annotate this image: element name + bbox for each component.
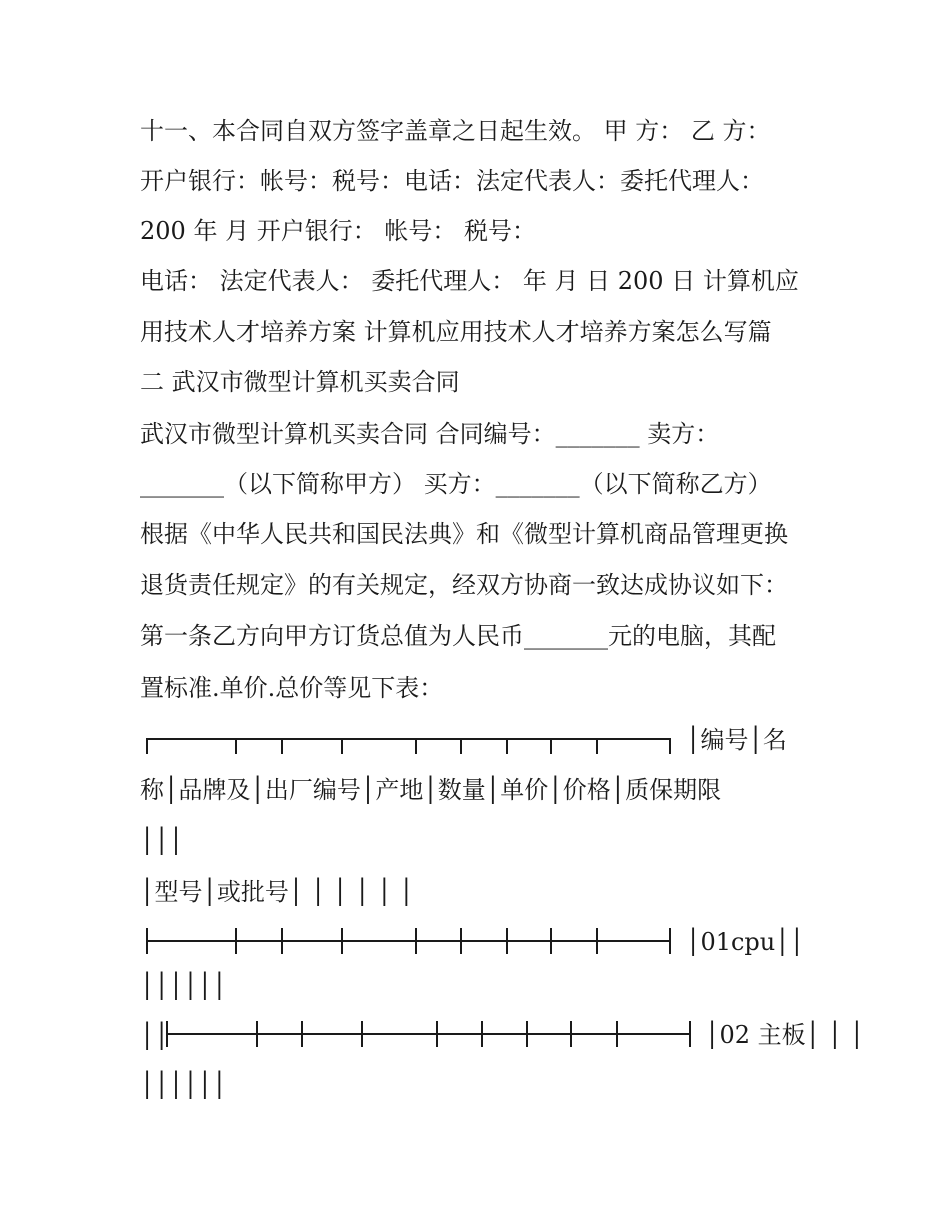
row-01-cpu-label: │01cpu││ — [686, 928, 805, 956]
contract-line-1: 十一、本合同自双方签字盖章之日起生效。 甲 方： 乙 方： — [140, 117, 771, 145]
contract-line-9: 根据《中华人民共和国民法典》和《微型计算机商品管理更换 — [140, 520, 788, 548]
contract-line-2: 开户银行：帐号：税号：电话：法定代表人：委托代理人： — [140, 167, 764, 195]
contract-line-7: 武汉市微型计算机买卖合同 合同编号：_______ 卖方： — [140, 420, 720, 448]
row-02-lead-bars: ││ — [140, 1022, 169, 1050]
contract-line-12: 置标准.单价.总价等见下表： — [140, 674, 444, 702]
table-columns-line: 称│品牌及│出厂编号│产地│数量│单价│价格│质保期限 — [140, 776, 722, 804]
table-header-tail: │编号│名 — [686, 726, 787, 754]
contract-line-11: 第一条乙方向甲方订货总值为人民币_______元的电脑，其配 — [140, 622, 776, 650]
section-title: 二 武汉市微型计算机买卖合同 — [140, 368, 460, 396]
table-bars-1: │││ — [140, 827, 184, 855]
row-01-bars: ││││││ — [140, 972, 227, 1000]
contract-line-3: 200 年 月 开户银行： 帐号： 税号： — [140, 217, 536, 245]
contract-line-5: 用技术人才培养方案 计算机应用技术人才培养方案怎么写篇 — [140, 318, 772, 346]
row-02-bars: ││││││ — [140, 1071, 227, 1099]
row-02-mainboard-label: │02 主板│ │ │ — [705, 1021, 865, 1049]
contract-line-4: 电话： 法定代表人： 委托代理人： 年 月 日 200 日 计算机应 — [140, 267, 799, 295]
table-model-line: │型号│或批号│ │ │ │ │ │ — [140, 878, 414, 906]
contract-line-8: _______（以下简称甲方） 买方：_______（以下简称乙方） — [140, 470, 772, 498]
contract-line-10: 退货责任规定》的有关规定，经双方协商一致达成协议如下： — [140, 571, 788, 599]
